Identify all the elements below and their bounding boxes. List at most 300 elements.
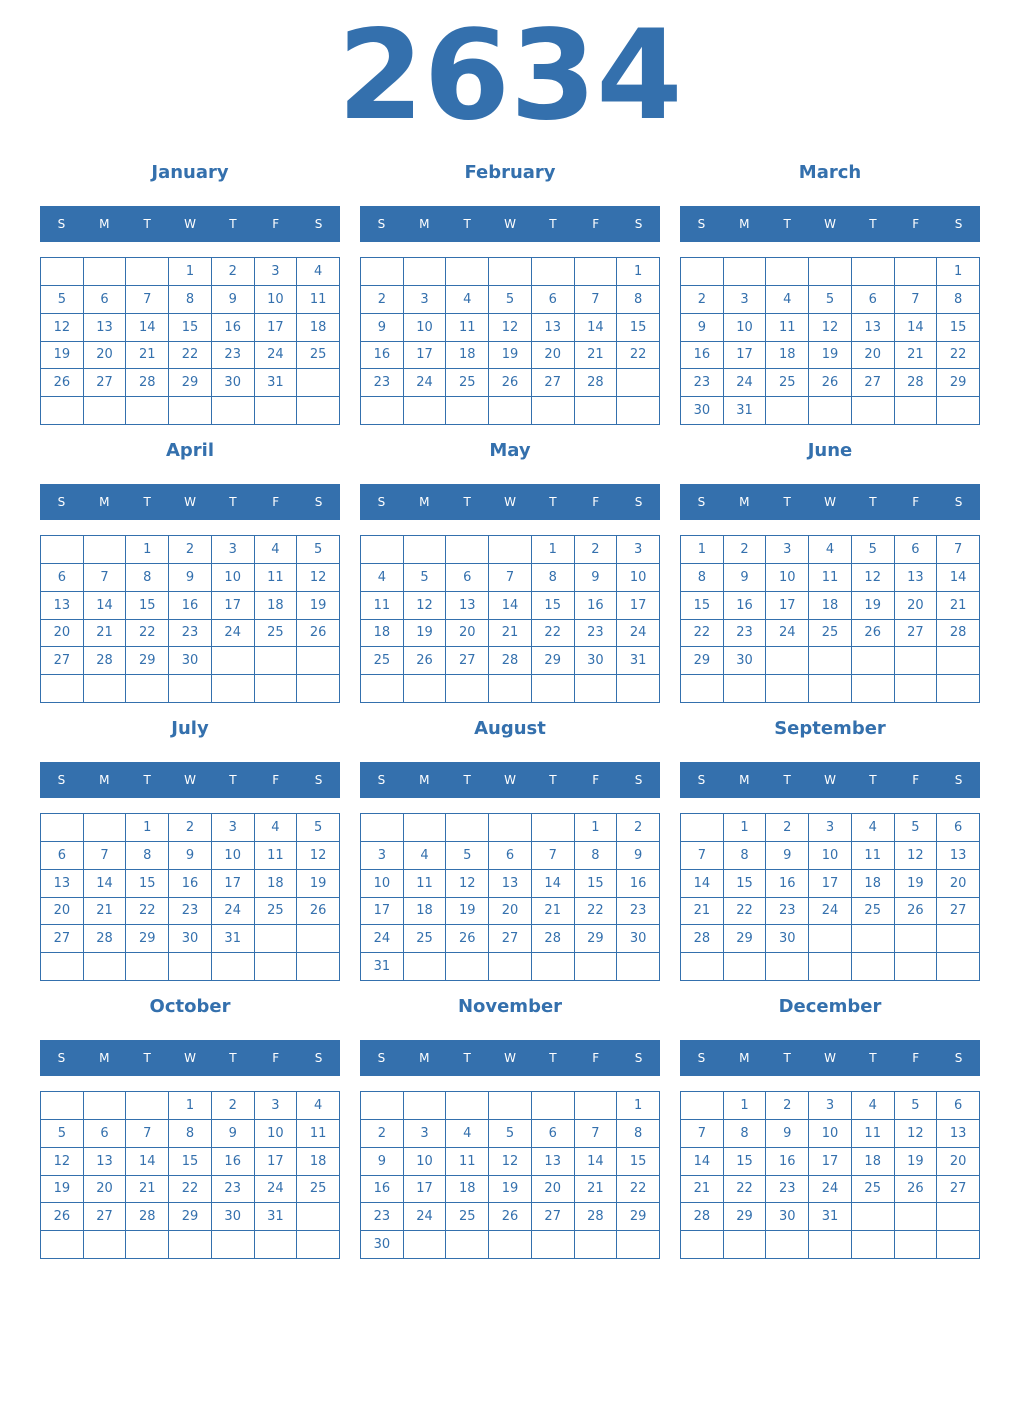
weekday-label: M bbox=[739, 495, 750, 509]
day-cell: 23 bbox=[766, 898, 809, 926]
day-cell: 5 bbox=[489, 1120, 532, 1148]
day-cell: 16 bbox=[212, 1148, 255, 1176]
day-cell: 7 bbox=[489, 564, 532, 592]
day-cell: 12 bbox=[895, 842, 938, 870]
day-cell: 26 bbox=[852, 620, 895, 648]
day-cell: 27 bbox=[489, 925, 532, 953]
empty-day-cell bbox=[212, 647, 255, 675]
day-cell: 30 bbox=[212, 369, 255, 397]
day-cell: 21 bbox=[84, 898, 127, 926]
empty-day-cell bbox=[297, 1231, 340, 1259]
month-title: June bbox=[807, 440, 853, 461]
day-cell: 5 bbox=[809, 286, 852, 314]
empty-day-cell bbox=[212, 397, 255, 425]
day-cell: 1 bbox=[724, 1092, 767, 1120]
weekday-label: S bbox=[954, 1051, 963, 1065]
day-cell: 22 bbox=[681, 620, 724, 648]
day-cell: 21 bbox=[575, 342, 618, 370]
weekday-header bbox=[680, 206, 980, 242]
day-cell: 29 bbox=[937, 369, 980, 397]
weekday-label: S bbox=[314, 217, 323, 231]
empty-day-cell bbox=[41, 1092, 84, 1120]
empty-day-cell bbox=[126, 953, 169, 981]
day-cell: 17 bbox=[255, 314, 298, 342]
day-cell: 20 bbox=[532, 1176, 575, 1204]
days-grid bbox=[40, 257, 340, 425]
day-cell: 5 bbox=[41, 1120, 84, 1148]
day-cell: 14 bbox=[84, 592, 127, 620]
day-cell: 2 bbox=[575, 536, 618, 564]
empty-day-cell bbox=[41, 258, 84, 286]
empty-day-cell bbox=[575, 397, 618, 425]
day-cell: 1 bbox=[126, 536, 169, 564]
day-cell: 3 bbox=[766, 536, 809, 564]
empty-day-cell bbox=[297, 369, 340, 397]
day-cell: 11 bbox=[852, 842, 895, 870]
weekday-label: M bbox=[419, 495, 430, 509]
day-cell: 3 bbox=[724, 286, 767, 314]
day-cell: 8 bbox=[681, 564, 724, 592]
weekday-label: M bbox=[419, 773, 430, 787]
day-cell: 31 bbox=[361, 953, 404, 981]
day-cell: 22 bbox=[126, 898, 169, 926]
day-cell: 9 bbox=[724, 564, 767, 592]
day-cell: 11 bbox=[852, 1120, 895, 1148]
empty-day-cell bbox=[404, 1231, 447, 1259]
empty-day-cell bbox=[895, 647, 938, 675]
day-cell: 18 bbox=[297, 314, 340, 342]
day-cell: 18 bbox=[446, 342, 489, 370]
day-cell: 20 bbox=[895, 592, 938, 620]
day-cell: 8 bbox=[724, 842, 767, 870]
day-cell: 19 bbox=[41, 342, 84, 370]
day-cell: 30 bbox=[766, 925, 809, 953]
weekday-label: F bbox=[592, 773, 600, 787]
day-cell: 13 bbox=[84, 314, 127, 342]
empty-day-cell bbox=[297, 1203, 340, 1231]
weekday-label: S bbox=[634, 1051, 643, 1065]
day-cell: 17 bbox=[212, 592, 255, 620]
day-cell: 29 bbox=[681, 647, 724, 675]
day-cell: 3 bbox=[617, 536, 660, 564]
day-cell: 29 bbox=[724, 925, 767, 953]
empty-day-cell bbox=[126, 1092, 169, 1120]
weekday-label: T bbox=[229, 217, 237, 231]
day-cell: 19 bbox=[852, 592, 895, 620]
day-cell: 13 bbox=[532, 1148, 575, 1176]
day-cell: 10 bbox=[617, 564, 660, 592]
weekday-label: F bbox=[592, 495, 600, 509]
day-cell: 30 bbox=[169, 925, 212, 953]
day-cell: 24 bbox=[255, 342, 298, 370]
day-cell: 1 bbox=[169, 1092, 212, 1120]
weekday-label: W bbox=[824, 1051, 836, 1065]
day-cell: 13 bbox=[937, 842, 980, 870]
day-cell: 14 bbox=[532, 870, 575, 898]
day-cell: 28 bbox=[489, 647, 532, 675]
day-cell: 12 bbox=[809, 314, 852, 342]
empty-day-cell bbox=[724, 675, 767, 703]
day-cell: 2 bbox=[212, 1092, 255, 1120]
day-cell: 16 bbox=[766, 1148, 809, 1176]
day-cell: 14 bbox=[126, 314, 169, 342]
day-cell: 25 bbox=[446, 1203, 489, 1231]
weekday-label: T bbox=[229, 773, 237, 787]
day-cell: 11 bbox=[446, 314, 489, 342]
day-cell: 1 bbox=[617, 1092, 660, 1120]
weekday-label: S bbox=[57, 1051, 66, 1065]
day-cell: 27 bbox=[84, 1203, 127, 1231]
weekday-label: S bbox=[634, 495, 643, 509]
day-cell: 22 bbox=[169, 342, 212, 370]
day-cell: 1 bbox=[532, 536, 575, 564]
empty-day-cell bbox=[766, 647, 809, 675]
weekday-label: M bbox=[739, 773, 750, 787]
day-cell: 23 bbox=[361, 1203, 404, 1231]
day-cell: 30 bbox=[681, 397, 724, 425]
empty-day-cell bbox=[361, 814, 404, 842]
day-cell: 6 bbox=[937, 814, 980, 842]
day-cell: 22 bbox=[532, 620, 575, 648]
day-cell: 10 bbox=[724, 314, 767, 342]
weekday-label: T bbox=[143, 217, 151, 231]
day-cell: 24 bbox=[617, 620, 660, 648]
empty-day-cell bbox=[41, 1231, 84, 1259]
day-cell: 7 bbox=[575, 286, 618, 314]
weekday-header bbox=[360, 1040, 660, 1076]
days-grid bbox=[680, 257, 980, 425]
empty-day-cell bbox=[575, 675, 618, 703]
weekday-label: T bbox=[869, 1051, 877, 1065]
empty-day-cell bbox=[532, 1231, 575, 1259]
day-cell: 1 bbox=[617, 258, 660, 286]
day-cell: 25 bbox=[361, 647, 404, 675]
day-cell: 13 bbox=[41, 870, 84, 898]
day-cell: 12 bbox=[446, 870, 489, 898]
empty-day-cell bbox=[41, 536, 84, 564]
day-cell: 14 bbox=[575, 314, 618, 342]
day-cell: 17 bbox=[766, 592, 809, 620]
weekday-label: W bbox=[504, 773, 516, 787]
day-cell: 7 bbox=[126, 286, 169, 314]
day-cell: 29 bbox=[126, 925, 169, 953]
day-cell: 27 bbox=[532, 369, 575, 397]
day-cell: 5 bbox=[852, 536, 895, 564]
weekday-header bbox=[40, 1040, 340, 1076]
day-cell: 20 bbox=[489, 898, 532, 926]
day-cell: 15 bbox=[126, 870, 169, 898]
day-cell: 9 bbox=[361, 314, 404, 342]
empty-day-cell bbox=[404, 536, 447, 564]
month-title: October bbox=[149, 996, 231, 1017]
day-cell: 21 bbox=[895, 342, 938, 370]
empty-day-cell bbox=[297, 397, 340, 425]
day-cell: 24 bbox=[212, 620, 255, 648]
day-cell: 11 bbox=[809, 564, 852, 592]
day-cell: 2 bbox=[169, 536, 212, 564]
day-cell: 17 bbox=[809, 870, 852, 898]
empty-day-cell bbox=[809, 953, 852, 981]
empty-day-cell bbox=[809, 258, 852, 286]
day-cell: 6 bbox=[84, 1120, 127, 1148]
weekday-label: S bbox=[954, 217, 963, 231]
empty-day-cell bbox=[617, 953, 660, 981]
day-cell: 8 bbox=[126, 842, 169, 870]
empty-day-cell bbox=[809, 675, 852, 703]
day-cell: 17 bbox=[404, 342, 447, 370]
empty-day-cell bbox=[404, 953, 447, 981]
empty-day-cell bbox=[212, 675, 255, 703]
day-cell: 11 bbox=[297, 1120, 340, 1148]
day-cell: 29 bbox=[617, 1203, 660, 1231]
weekday-label: M bbox=[99, 1051, 110, 1065]
weekday-label: F bbox=[592, 1051, 600, 1065]
weekday-label: S bbox=[377, 495, 386, 509]
month-title: April bbox=[165, 440, 215, 461]
day-cell: 9 bbox=[212, 1120, 255, 1148]
day-cell: 26 bbox=[404, 647, 447, 675]
weekday-label: W bbox=[504, 495, 516, 509]
day-cell: 19 bbox=[895, 870, 938, 898]
empty-day-cell bbox=[617, 675, 660, 703]
day-cell: 19 bbox=[446, 898, 489, 926]
day-cell: 2 bbox=[766, 814, 809, 842]
empty-day-cell bbox=[724, 1231, 767, 1259]
day-cell: 10 bbox=[212, 842, 255, 870]
day-cell: 15 bbox=[617, 1148, 660, 1176]
empty-day-cell bbox=[255, 397, 298, 425]
day-cell: 18 bbox=[852, 870, 895, 898]
empty-day-cell bbox=[681, 953, 724, 981]
empty-day-cell bbox=[766, 397, 809, 425]
day-cell: 12 bbox=[489, 1148, 532, 1176]
day-cell: 4 bbox=[809, 536, 852, 564]
day-cell: 14 bbox=[489, 592, 532, 620]
day-cell: 12 bbox=[297, 564, 340, 592]
empty-day-cell bbox=[84, 397, 127, 425]
day-cell: 5 bbox=[297, 536, 340, 564]
day-cell: 10 bbox=[809, 1120, 852, 1148]
day-cell: 30 bbox=[766, 1203, 809, 1231]
day-cell: 22 bbox=[937, 342, 980, 370]
day-cell: 11 bbox=[404, 870, 447, 898]
empty-day-cell bbox=[41, 953, 84, 981]
days-grid bbox=[360, 1091, 660, 1259]
empty-day-cell bbox=[575, 258, 618, 286]
weekday-label: S bbox=[954, 773, 963, 787]
day-cell: 19 bbox=[489, 342, 532, 370]
empty-day-cell bbox=[255, 647, 298, 675]
day-cell: 14 bbox=[895, 314, 938, 342]
day-cell: 2 bbox=[212, 258, 255, 286]
day-cell: 25 bbox=[297, 342, 340, 370]
day-cell: 7 bbox=[937, 536, 980, 564]
weekday-header bbox=[360, 206, 660, 242]
weekday-label: S bbox=[377, 217, 386, 231]
day-cell: 27 bbox=[852, 369, 895, 397]
day-cell: 3 bbox=[404, 1120, 447, 1148]
day-cell: 25 bbox=[809, 620, 852, 648]
empty-day-cell bbox=[617, 397, 660, 425]
day-cell: 3 bbox=[255, 1092, 298, 1120]
empty-day-cell bbox=[681, 1231, 724, 1259]
day-cell: 20 bbox=[446, 620, 489, 648]
empty-day-cell bbox=[212, 1231, 255, 1259]
empty-day-cell bbox=[212, 953, 255, 981]
day-cell: 6 bbox=[532, 1120, 575, 1148]
empty-day-cell bbox=[895, 953, 938, 981]
day-cell: 4 bbox=[446, 286, 489, 314]
day-cell: 18 bbox=[404, 898, 447, 926]
empty-day-cell bbox=[404, 397, 447, 425]
day-cell: 22 bbox=[617, 342, 660, 370]
weekday-header bbox=[40, 762, 340, 798]
day-cell: 7 bbox=[575, 1120, 618, 1148]
day-cell: 23 bbox=[361, 369, 404, 397]
weekday-label: F bbox=[912, 495, 920, 509]
weekday-header bbox=[680, 484, 980, 520]
day-cell: 22 bbox=[575, 898, 618, 926]
empty-day-cell bbox=[937, 397, 980, 425]
empty-day-cell bbox=[895, 258, 938, 286]
empty-day-cell bbox=[681, 675, 724, 703]
day-cell: 19 bbox=[41, 1176, 84, 1204]
day-cell: 22 bbox=[126, 620, 169, 648]
days-grid bbox=[680, 1091, 980, 1259]
day-cell: 10 bbox=[255, 1120, 298, 1148]
day-cell: 10 bbox=[212, 564, 255, 592]
day-cell: 23 bbox=[766, 1176, 809, 1204]
weekday-label: M bbox=[99, 217, 110, 231]
weekday-label: W bbox=[824, 773, 836, 787]
empty-day-cell bbox=[532, 675, 575, 703]
empty-day-cell bbox=[404, 258, 447, 286]
weekday-label: F bbox=[272, 495, 280, 509]
day-cell: 2 bbox=[617, 814, 660, 842]
weekday-label: T bbox=[463, 1051, 471, 1065]
days-grid bbox=[680, 535, 980, 703]
day-cell: 17 bbox=[212, 870, 255, 898]
day-cell: 25 bbox=[255, 898, 298, 926]
day-cell: 16 bbox=[575, 592, 618, 620]
day-cell: 10 bbox=[404, 1148, 447, 1176]
weekday-label: F bbox=[272, 773, 280, 787]
empty-day-cell bbox=[361, 675, 404, 703]
day-cell: 5 bbox=[446, 842, 489, 870]
day-cell: 24 bbox=[212, 898, 255, 926]
day-cell: 15 bbox=[532, 592, 575, 620]
day-cell: 18 bbox=[255, 870, 298, 898]
day-cell: 26 bbox=[297, 620, 340, 648]
day-cell: 25 bbox=[852, 898, 895, 926]
day-cell: 23 bbox=[169, 620, 212, 648]
empty-day-cell bbox=[41, 397, 84, 425]
empty-day-cell bbox=[84, 953, 127, 981]
month-title: February bbox=[464, 162, 556, 183]
day-cell: 15 bbox=[617, 314, 660, 342]
day-cell: 2 bbox=[361, 286, 404, 314]
weekday-label: M bbox=[739, 217, 750, 231]
day-cell: 28 bbox=[575, 1203, 618, 1231]
day-cell: 20 bbox=[852, 342, 895, 370]
day-cell: 14 bbox=[937, 564, 980, 592]
day-cell: 12 bbox=[852, 564, 895, 592]
empty-day-cell bbox=[169, 1231, 212, 1259]
empty-day-cell bbox=[532, 1092, 575, 1120]
day-cell: 2 bbox=[361, 1120, 404, 1148]
day-cell: 24 bbox=[255, 1176, 298, 1204]
day-cell: 20 bbox=[532, 342, 575, 370]
day-cell: 27 bbox=[532, 1203, 575, 1231]
day-cell: 16 bbox=[766, 870, 809, 898]
weekday-label: F bbox=[912, 773, 920, 787]
day-cell: 4 bbox=[404, 842, 447, 870]
empty-day-cell bbox=[895, 1231, 938, 1259]
day-cell: 25 bbox=[766, 369, 809, 397]
weekday-label: S bbox=[634, 217, 643, 231]
day-cell: 16 bbox=[212, 314, 255, 342]
day-cell: 12 bbox=[404, 592, 447, 620]
weekday-label: M bbox=[99, 495, 110, 509]
day-cell: 29 bbox=[532, 647, 575, 675]
day-cell: 28 bbox=[895, 369, 938, 397]
day-cell: 9 bbox=[169, 842, 212, 870]
day-cell: 27 bbox=[446, 647, 489, 675]
empty-day-cell bbox=[852, 258, 895, 286]
weekday-label: S bbox=[954, 495, 963, 509]
empty-day-cell bbox=[84, 1231, 127, 1259]
day-cell: 15 bbox=[724, 870, 767, 898]
empty-day-cell bbox=[297, 925, 340, 953]
weekday-header bbox=[680, 762, 980, 798]
day-cell: 11 bbox=[446, 1148, 489, 1176]
day-cell: 21 bbox=[575, 1176, 618, 1204]
day-cell: 30 bbox=[575, 647, 618, 675]
day-cell: 25 bbox=[297, 1176, 340, 1204]
day-cell: 6 bbox=[41, 564, 84, 592]
weekday-label: T bbox=[549, 495, 557, 509]
weekday-label: W bbox=[504, 217, 516, 231]
empty-day-cell bbox=[809, 925, 852, 953]
empty-day-cell bbox=[489, 1231, 532, 1259]
day-cell: 10 bbox=[404, 314, 447, 342]
weekday-label: S bbox=[57, 495, 66, 509]
day-cell: 13 bbox=[446, 592, 489, 620]
day-cell: 4 bbox=[255, 536, 298, 564]
day-cell: 25 bbox=[446, 369, 489, 397]
empty-day-cell bbox=[617, 1231, 660, 1259]
weekday-label: S bbox=[377, 1051, 386, 1065]
empty-day-cell bbox=[169, 397, 212, 425]
empty-day-cell bbox=[575, 1231, 618, 1259]
weekday-label: M bbox=[419, 217, 430, 231]
empty-day-cell bbox=[446, 814, 489, 842]
day-cell: 25 bbox=[852, 1176, 895, 1204]
day-cell: 4 bbox=[255, 814, 298, 842]
day-cell: 15 bbox=[937, 314, 980, 342]
empty-day-cell bbox=[809, 1231, 852, 1259]
day-cell: 6 bbox=[895, 536, 938, 564]
day-cell: 14 bbox=[575, 1148, 618, 1176]
day-cell: 23 bbox=[724, 620, 767, 648]
month-title: August bbox=[474, 718, 546, 739]
day-cell: 3 bbox=[361, 842, 404, 870]
day-cell: 15 bbox=[575, 870, 618, 898]
day-cell: 29 bbox=[575, 925, 618, 953]
day-cell: 26 bbox=[297, 898, 340, 926]
day-cell: 17 bbox=[361, 898, 404, 926]
day-cell: 18 bbox=[297, 1148, 340, 1176]
